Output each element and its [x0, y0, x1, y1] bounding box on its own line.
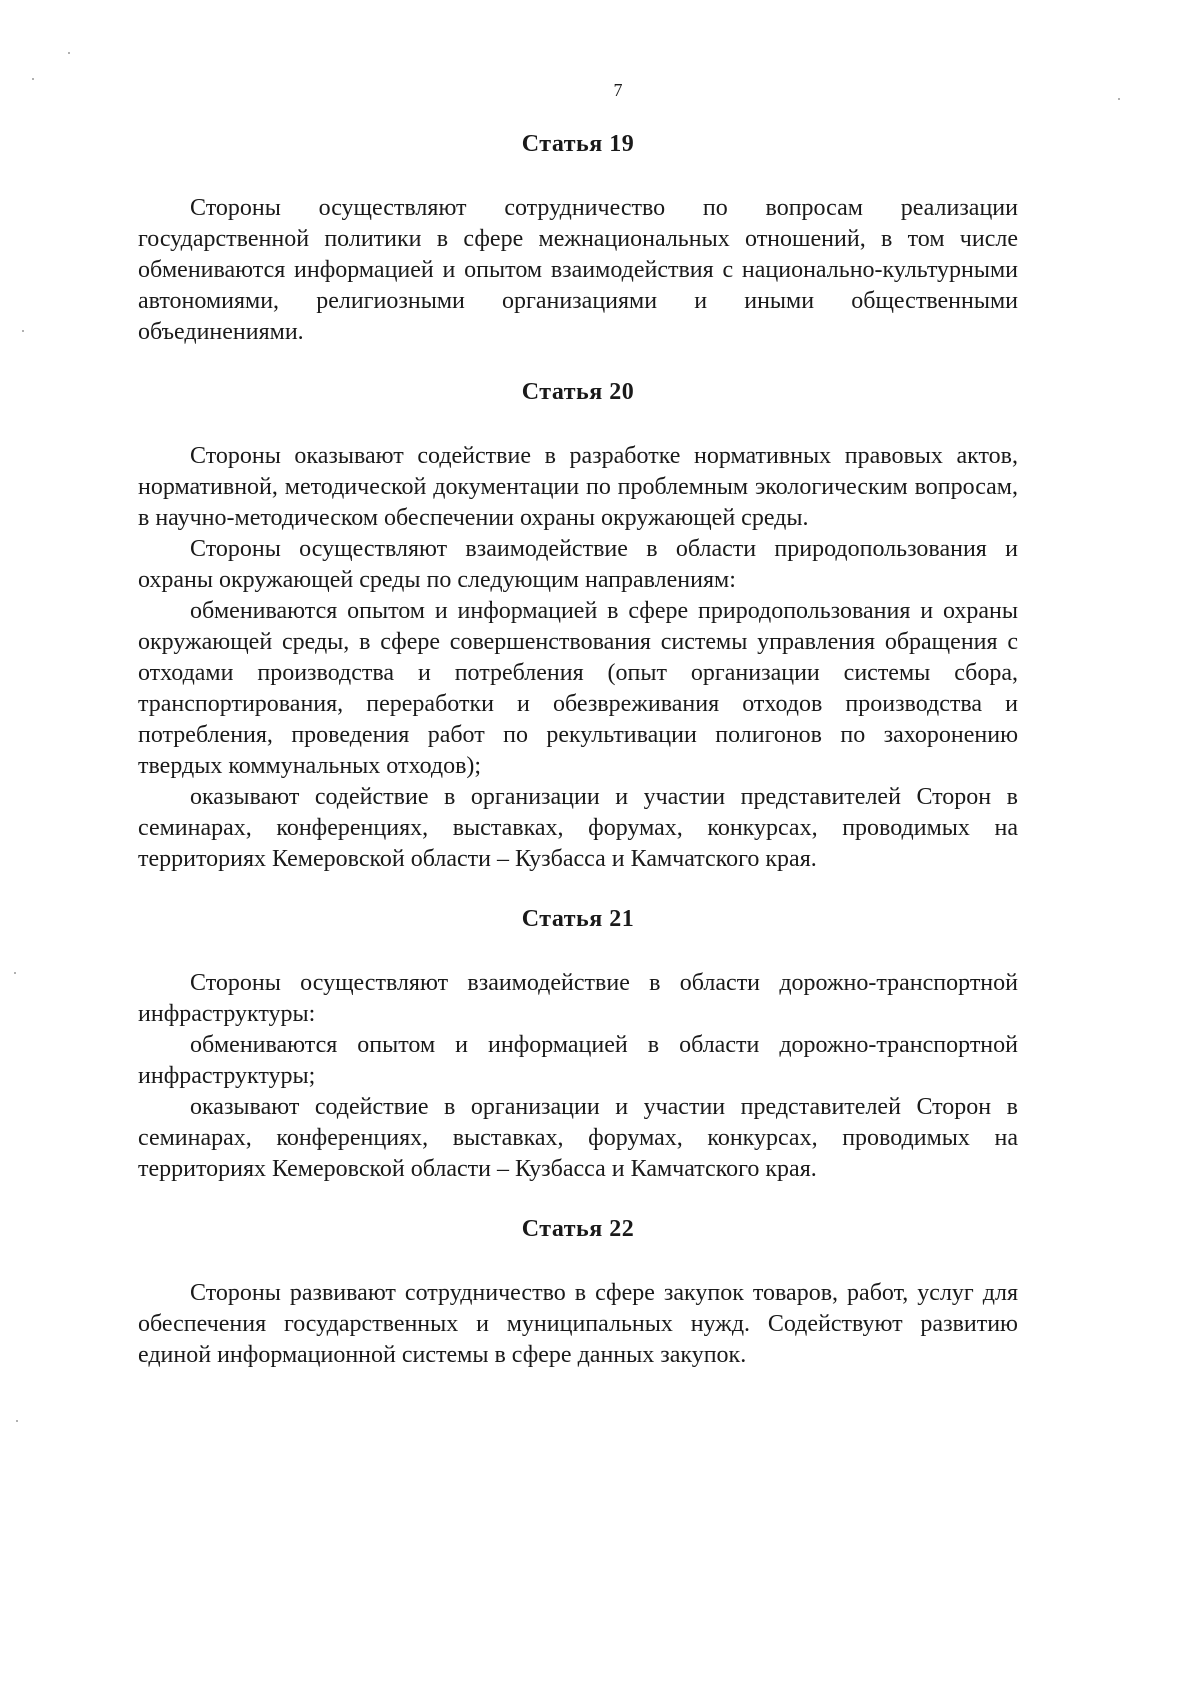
article-paragraph: обмениваются опытом и информацией в области дорожно-транспортной инфраструктуры;: [138, 1032, 1018, 1089]
article-paragraph: оказывают содействие в организации и участии представителей Сторон в семинарах, конференциях, выставках, форумах, конкурсах, проводимых на территориях Кемеровской области – Кузбасса и Камчатского края.: [138, 784, 1018, 872]
scan-speck: [1118, 98, 1120, 100]
document-body: [138, 128, 1018, 1371]
article-20: [138, 376, 1018, 875]
article-paragraph: Стороны оказывают содействие в разработке нормативных правовых актов, нормативной, методической документации по проблемным экологическим вопросам, в научно-методическом обеспечении охраны окружающей среды.: [138, 443, 1018, 531]
article-paragraph: обмениваются опытом и информацией в сфере природопользования и охраны окружающей среды, в сфере совершенствования системы управления обращения с отходами производства и потребления (опыт организации системы сбора, транспортирования, переработки и обезвреживания отходов производства и потребления, проведения работ по рекультивации полигонов по захоронению твердых коммунальных отходов);: [138, 598, 1018, 779]
article-paragraph: оказывают содействие в организации и участии представителей Сторон в семинарах, конференциях, выставках, форумах, конкурсах, проводимых на территориях Кемеровской области – Кузбасса и Камчатского края.: [138, 1094, 1018, 1182]
page-number: 7: [613, 80, 623, 100]
scan-speck: [16, 1420, 18, 1422]
article-22: [138, 1213, 1018, 1371]
scan-speck: [14, 972, 16, 974]
scan-speck: [22, 330, 24, 332]
article-paragraph: Стороны осуществляют взаимодействие в области природопользования и охраны окружающей среды по следующим направлениям:: [138, 536, 1018, 593]
article-paragraph: Стороны осуществляют взаимодействие в области дорожно-транспортной инфраструктуры:: [138, 970, 1018, 1027]
article-heading: Статья 21: [521, 906, 635, 932]
article-paragraph: Стороны осуществляют сотрудничество по вопросам реализации государственной политики в сфере межнациональных отношений, в том числе обмениваются информацией и опытом взаимодействия с национально-культурными автономиями, религиозными организациями и иными общественными объединениями.: [138, 195, 1018, 345]
scan-speck: [68, 52, 70, 54]
article-heading: Статья 19: [521, 131, 635, 157]
article-19: [138, 128, 1018, 348]
article-21: [138, 903, 1018, 1185]
scan-speck: [32, 78, 34, 80]
article-paragraph: Стороны развивают сотрудничество в сфере закупок товаров, работ, услуг для обеспечения государственных и муниципальных нужд. Содействуют развитию единой информационной системы в сфере данных закупок.: [138, 1280, 1018, 1368]
article-heading: Статья 22: [521, 1216, 635, 1242]
article-heading: Статья 20: [521, 379, 635, 405]
